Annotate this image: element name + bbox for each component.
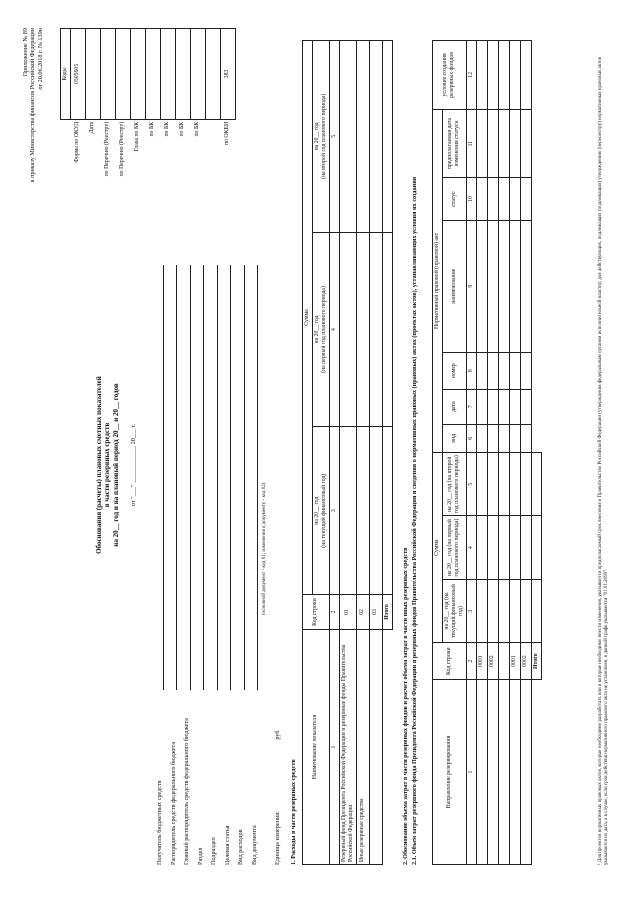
footnote: ¹ Для проектов нормативных правовых актов, которые необходимо разработать или в которые необходимо внести изменения, указывается предполагаемый срок внесения в Правительство Российской Федерации (утверждения федеральным органом исполнительной власти); для действующих, подлежащих (подлежащих) утверждению (пересмотру) нормативных правовых актов указывается их дата, а в случае, если срок действия нормативного правового акта не установлен, в данной графе указывается "01.01.2099". [598,56,609,865]
s2-cell[interactable] [476,424,487,453]
s2-head-direction: Направление резервирования [433,680,467,865]
s2-cell[interactable] [476,516,487,579]
s2-cell[interactable] [509,424,520,453]
title-date-line: от "___" ____________ 20___ г. [130,423,138,507]
section2-title: 2. Обоснование объема затрат в части резервных фондов и расчет объема затрат в части иных резервных средств [402,547,409,865]
s1-col-numbers [329,41,339,865]
field-row [231,265,245,865]
codes-row [100,29,115,239]
codes-row [160,29,175,239]
codes-row-value [115,29,130,120]
s2-cell[interactable] [520,41,531,110]
s1-row-name: Резервный фонд Президента Российской Федерации и резервные фонды Правительства Российской Федерации [339,630,356,865]
s2-row-code: 0002 [487,643,498,680]
s2-col-number: 2 [466,643,476,680]
s2-cell[interactable] [476,453,487,516]
s1-col-number: 4 [329,232,339,427]
s1-cell[interactable] [339,41,356,233]
s2-cell[interactable] [520,516,531,579]
s1-row-code: 01 [339,595,356,630]
field-row [245,265,259,865]
codes-row-label: Глава по БК [134,121,141,152]
s1-cell[interactable] [369,427,382,595]
unit-label: Единица измерения: [274,811,281,865]
field-row [177,265,191,865]
table-row [476,41,487,865]
s2-cell[interactable] [509,352,520,389]
s1-total-cell[interactable] [382,427,392,595]
field-input-line[interactable] [235,265,245,690]
s1-total-cell[interactable] [382,41,392,233]
s2-cell[interactable] [476,389,487,424]
codes-row-value [130,29,145,120]
s2-row-direction[interactable] [520,680,531,865]
table-row [487,41,498,865]
s2-row-code [498,643,509,680]
s1-cell[interactable] [356,41,369,233]
s2-cell[interactable] [487,178,498,220]
s1-cell[interactable] [369,41,382,233]
title-line-1: Обоснования (расчеты) плановых сметных показателей [95,376,103,554]
s1-total-label: Итого [382,595,392,630]
field-label: Подраздел [210,837,218,865]
s1-head-y1: на 20__ год (на текущий финансовый год) [312,427,329,595]
s2-head-y2: на 20__ год (на первый год планового периода) [442,516,466,579]
field-input-line[interactable] [194,265,204,690]
s2-col-numbers [466,41,476,865]
s2-cell[interactable] [520,352,531,389]
s1-head-name: Наименование показателя [303,630,330,865]
s2-col-number: 11 [466,109,476,178]
codes-row-value [175,29,190,120]
s2-cell[interactable] [520,220,531,352]
s2-cell[interactable] [498,389,509,424]
codes-row-label: по Перечню (Реестру) [104,121,111,177]
appendix-block [22,28,44,328]
s2-col-number: 9 [466,220,476,352]
s2-cell[interactable] [509,178,520,220]
codes-row-label: по БК [164,121,171,137]
s2-cell[interactable] [509,41,520,110]
field-input-line[interactable] [167,265,177,690]
s2-cell[interactable] [476,579,487,642]
codes-header-row [61,29,71,239]
table-row [369,41,382,865]
s2-head-pred-date: предполагаемая дата изменения статуса [442,109,466,178]
codes-row-value: 0505605 [70,29,85,120]
s1-head-y2: на 20__ год (на первый год планового периода) [312,232,329,427]
s2-head-y1: на 20__ год (на текущий финансовый год) [442,579,466,642]
appendix-line-2: к приказу Министерства финансов Российской Федерации [29,28,37,183]
section1-title: 1. Расходы в части резервных средств [290,759,297,865]
s2-total-cell[interactable] [531,579,541,642]
s1-head-y3: на 20__ год (на второй год планового периода) [312,41,329,233]
s2-col-number: 5 [466,453,476,516]
s2-cell[interactable] [487,352,498,389]
unit-value: руб [274,730,281,740]
s2-cell[interactable] [509,579,520,642]
s2-cell[interactable] [520,109,531,178]
codes-row-value [100,29,115,120]
s2-head-code: Код строки [433,643,467,680]
s1-row-code: 03 [369,595,382,630]
field-label: Распорядитель средств федерального бюджета [169,741,177,865]
s2-cell[interactable] [498,178,509,220]
codes-row [175,29,190,239]
s2-cell[interactable] [487,516,498,579]
table-row [498,41,509,865]
s2-cell[interactable] [509,389,520,424]
codes-row [70,29,85,239]
codes-row [85,29,100,239]
codes-row-label: по БК [149,121,156,137]
s2-head-npa: Нормативный правовой (правовой) акт [433,109,443,452]
s2-cell[interactable] [498,220,509,352]
codes-row [220,29,235,239]
s2-cell[interactable] [520,389,531,424]
s2-cell[interactable] [498,579,509,642]
s2-row-direction[interactable] [476,680,487,865]
field-label: Получатель бюджетных средств [156,780,164,865]
s2-total-cell[interactable] [531,516,541,579]
codes-row [130,29,145,239]
s1-col-number: 3 [329,427,339,595]
s2-cell[interactable] [520,453,531,516]
s1-head-code: Код строки [303,595,330,630]
s2-cell[interactable] [487,424,498,453]
s2-row-code: 0001 [476,643,487,680]
s2-cell[interactable] [487,220,498,352]
s2-cell[interactable] [487,453,498,516]
field-input-line[interactable] [154,265,164,690]
s1-cell[interactable] [369,232,382,427]
s1-col-number: 5 [329,41,339,233]
table-row [509,41,520,865]
s2-col-number: 1 [466,680,476,865]
s1-cell[interactable] [339,427,356,595]
table-row [356,41,369,865]
s2-col-number: 8 [466,352,476,389]
codes-row [205,29,220,239]
codes-row [145,29,160,239]
codes-row-label [205,119,220,238]
field-row [150,265,164,865]
s2-cell[interactable] [509,220,520,352]
s2-cell[interactable] [476,109,487,178]
unit-row [274,730,281,865]
title-line-2: в части резервных средств [103,422,112,508]
title-line-3: на 20__ год и на плановый период 20__ и 20__ годов [111,383,120,547]
s1-cell[interactable] [356,232,369,427]
appendix-line-3: от 20.06.2018 г. № 139н [36,28,44,90]
field-row [204,265,218,865]
codes-row-value [145,29,160,120]
s2-col-number: 7 [466,389,476,424]
s2-col-number: 10 [466,178,476,220]
s2-cell[interactable] [487,41,498,110]
codes-row [190,29,205,239]
s2-col-number: 12 [466,41,476,110]
s2-cell[interactable] [498,453,509,516]
codes-header: Коды [61,29,71,120]
s2-cell[interactable] [498,352,509,389]
s2-col-number: 6 [466,424,476,453]
codes-row-value [160,29,175,120]
appendix-line-1: Приложение № 89 [22,28,29,77]
s2-col-number: 4 [466,516,476,579]
field-label: Целевая статья [223,825,231,865]
field-label: Раздел [196,847,204,865]
s2-head-number: номер [442,352,466,389]
s1-cell[interactable] [356,427,369,595]
section1-table [302,40,393,865]
s2-cell[interactable] [498,516,509,579]
table-row [339,41,356,865]
doc-type-hint: (основной документ - код 01; изменения к документу - код 02) [262,482,267,615]
s1-row-name: Иные резервные средства [356,630,369,865]
s2-cell[interactable] [476,220,487,352]
field-input-line[interactable] [248,265,258,690]
codes-row-label: по БК [179,121,186,137]
codes-row-value [205,29,220,120]
s1-total-cell[interactable] [382,232,392,427]
section21-title: 2.1. Объем затрат резервного фонда Президента Российской Федерации и резервных фондов Правительства Российской Федерации и сведения о нормативных правовых (правовых) актах (проектах актов), устанавливающих условия их создания [411,176,418,865]
codes-row-label: Дата [89,121,96,134]
field-input-line[interactable] [181,265,191,690]
field-row [191,265,205,865]
field-input-line[interactable] [208,265,218,690]
s2-cell[interactable] [498,41,509,110]
s2-head-kind: вид [442,424,466,453]
s2-head-y3: на 20__ год (на второй год планового периода) [442,453,466,516]
s2-cell[interactable] [509,516,520,579]
s2-head-cond: условие создания резервных фондов [433,41,467,110]
s2-col-number: 3 [466,579,476,642]
s2-row-direction[interactable] [487,680,498,865]
s2-head-date: дата [442,389,466,424]
s2-cell[interactable] [487,389,498,424]
s2-row-direction[interactable] [498,680,509,865]
section2-table [432,40,542,865]
s1-total-row [382,41,392,865]
codes-row-label: Форма по ОКУД [74,121,81,163]
codes-row-label: по БК [194,121,201,137]
s1-col-number: 1 [329,630,339,865]
s2-total-label: Итого [531,643,541,680]
codes-row [115,29,130,239]
field-row [164,265,178,865]
s1-cell[interactable] [339,232,356,427]
s1-row-name [369,630,382,865]
s1-head-sums: Сумма [303,41,313,595]
s2-row-code: 0002 [520,643,531,680]
s2-cell[interactable] [520,579,531,642]
s2-head-name: наименование [442,220,466,352]
s2-total-cell[interactable] [531,453,541,516]
s1-row-code: 02 [356,595,369,630]
table-row [520,41,531,865]
s2-row-code: 0001 [509,643,520,680]
s2-cell[interactable] [509,453,520,516]
field-label: Главный распорядитель средств федерального бюджета [183,718,191,865]
s2-cell[interactable] [520,424,531,453]
s2-total-row [531,41,541,865]
s2-cell[interactable] [476,352,487,389]
form-title [95,285,138,645]
s2-head-status: статус [442,178,466,220]
s2-cell[interactable] [476,178,487,220]
codes-row-label: по Перечню (Реестру) [119,121,126,177]
codes-row-label: по ОКЕИ [224,121,231,146]
s1-col-number: 2 [329,595,339,630]
s2-row-direction[interactable] [509,680,520,865]
s2-cell[interactable] [487,109,498,178]
codes-row-value [85,29,100,120]
field-label: Вид расходов [237,829,245,865]
fields-block [150,265,258,865]
field-label: Вид документа [250,825,258,865]
s2-cell[interactable] [498,109,509,178]
s2-cell[interactable] [520,178,531,220]
s2-cell[interactable] [487,579,498,642]
codes-row-value [190,29,205,120]
field-row [218,265,232,865]
codes-row-value: 383 [220,29,235,120]
s2-head-sums: Сумма [433,453,443,643]
s2-cell[interactable] [509,109,520,178]
codes-table [60,28,236,238]
field-input-line[interactable] [221,265,231,690]
s2-cell[interactable] [498,424,509,453]
s2-cell[interactable] [476,41,487,110]
